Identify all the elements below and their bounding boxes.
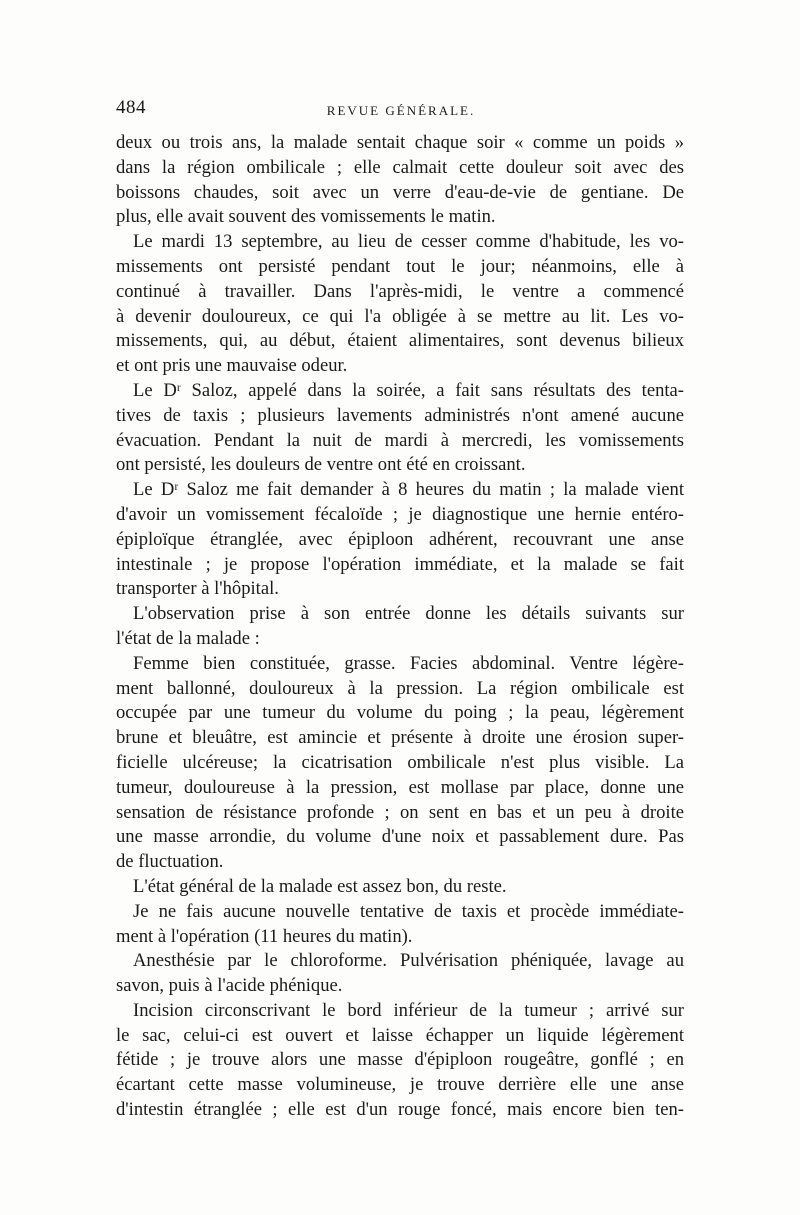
text-line: brune et bleuâtre, est amincie et présente à droite une érosion super- (116, 727, 684, 749)
text-line: L'état général de la malade est assez bon, du reste. (133, 875, 507, 897)
text-line: deux ou trois ans, la malade sentait chaque soir « comme un poids » (116, 132, 684, 153)
text-line: savon, puis à l'acide phénique. (116, 975, 343, 997)
text-line: Anesthésie par le chloroforme. Pulvérisation phéniquée, lavage au (133, 950, 684, 972)
text-line: et ont pris une mauvaise odeur. (116, 355, 348, 377)
text-line: dans la région ombilicale ; elle calmait cette douleur soit avec des (116, 156, 684, 178)
text-line: tumeur, douloureuse à la pression, est mollase par place, donne une (116, 776, 684, 798)
text-line: L'observation prise à son entrée donne les détails suivants sur (133, 603, 684, 625)
text-line: écartant cette masse volumineuse, je trouve derrière elle une anse (116, 1074, 684, 1096)
text-line: sensation de résistance profonde ; on sent en bas et un peu à droite (116, 801, 684, 823)
text-line: à devenir douloureux, ce qui l'a obligée à se mettre au lit. Les vo- (116, 305, 684, 327)
text-line: de fluctuation. (116, 851, 224, 873)
text-line: Le Dʳ Saloz, appelé dans la soirée, a fait sans résultats des tenta- (133, 379, 684, 401)
text-line: plus, elle avait souvent des vomissements le matin. (116, 206, 496, 228)
text-line: ment ballonné, douloureux à la pression. La région ombilicale est (116, 677, 684, 699)
text-line: intestinale ; je propose l'opération immédiate, et la malade se fait (116, 553, 684, 575)
text-line: ont persisté, les douleurs de ventre ont été en croissant. (116, 454, 526, 476)
text-line: d'avoir un vomissement fécaloïde ; je diagnostique une hernie entéro- (116, 503, 684, 525)
text-line: missements, qui, au début, étaient alimentaires, sont devenus bilieux (116, 330, 684, 352)
text-line: ment à l'opération (11 heures du matin). (116, 925, 413, 947)
text-line: continué à travailler. Dans l'après-midi, le ventre a commencé (116, 280, 684, 302)
body-text (116, 131, 684, 1123)
text-line: l'état de la malade : (116, 627, 260, 649)
text-line: évacuation. Pendant la nuit de mardi à mercredi, les vomissements (116, 429, 684, 451)
text-line: Incision circonscrivant le bord inférieur de la tumeur ; arrivé sur (133, 999, 684, 1021)
text-line: occupée par une tumeur du volume du poing ; la peau, légèrement (116, 702, 684, 724)
running-head: REVUE GÉNÉRALE. (326, 103, 476, 118)
text-line: épiploïque étranglée, avec épiploon adhérent, recouvrant une anse (116, 528, 684, 550)
text-line: fétide ; je trouve alors une masse d'épiploon rougeâtre, gonflé ; en (116, 1049, 684, 1071)
text-line: le sac, celui-ci est ouvert et laisse échapper un liquide légèrement (116, 1024, 684, 1046)
text-line: d'intestin étranglée ; elle est d'un rouge foncé, mais encore bien ten- (116, 1099, 684, 1121)
text-line: ficielle ulcéreuse; la cicatrisation ombilicale n'est plus visible. La (116, 751, 684, 773)
page-header (116, 97, 686, 125)
page-number: 484 (116, 97, 146, 118)
text-line: Femme bien constituée, grasse. Facies abdominal. Ventre légère- (133, 652, 684, 674)
text-line: Le Dʳ Saloz me fait demander à 8 heures du matin ; la malade vient (133, 479, 684, 501)
text-line: missements ont persisté pendant tout le jour; néanmoins, elle à (116, 255, 684, 277)
text-line: tives de taxis ; plusieurs lavements administrés n'ont amené aucune (116, 404, 684, 426)
text-line: une masse arrondie, du volume d'une noix et passablement dure. Pas (116, 826, 684, 848)
text-line: boissons chaudes, soit avec un verre d'eau-de-vie de gentiane. De (116, 181, 684, 203)
text-line: Le mardi 13 septembre, au lieu de cesser comme d'habitude, les vo- (133, 231, 684, 253)
text-line: transporter à l'hôpital. (116, 578, 279, 600)
text-line: Je ne fais aucune nouvelle tentative de taxis et procède immédiate- (133, 900, 684, 922)
